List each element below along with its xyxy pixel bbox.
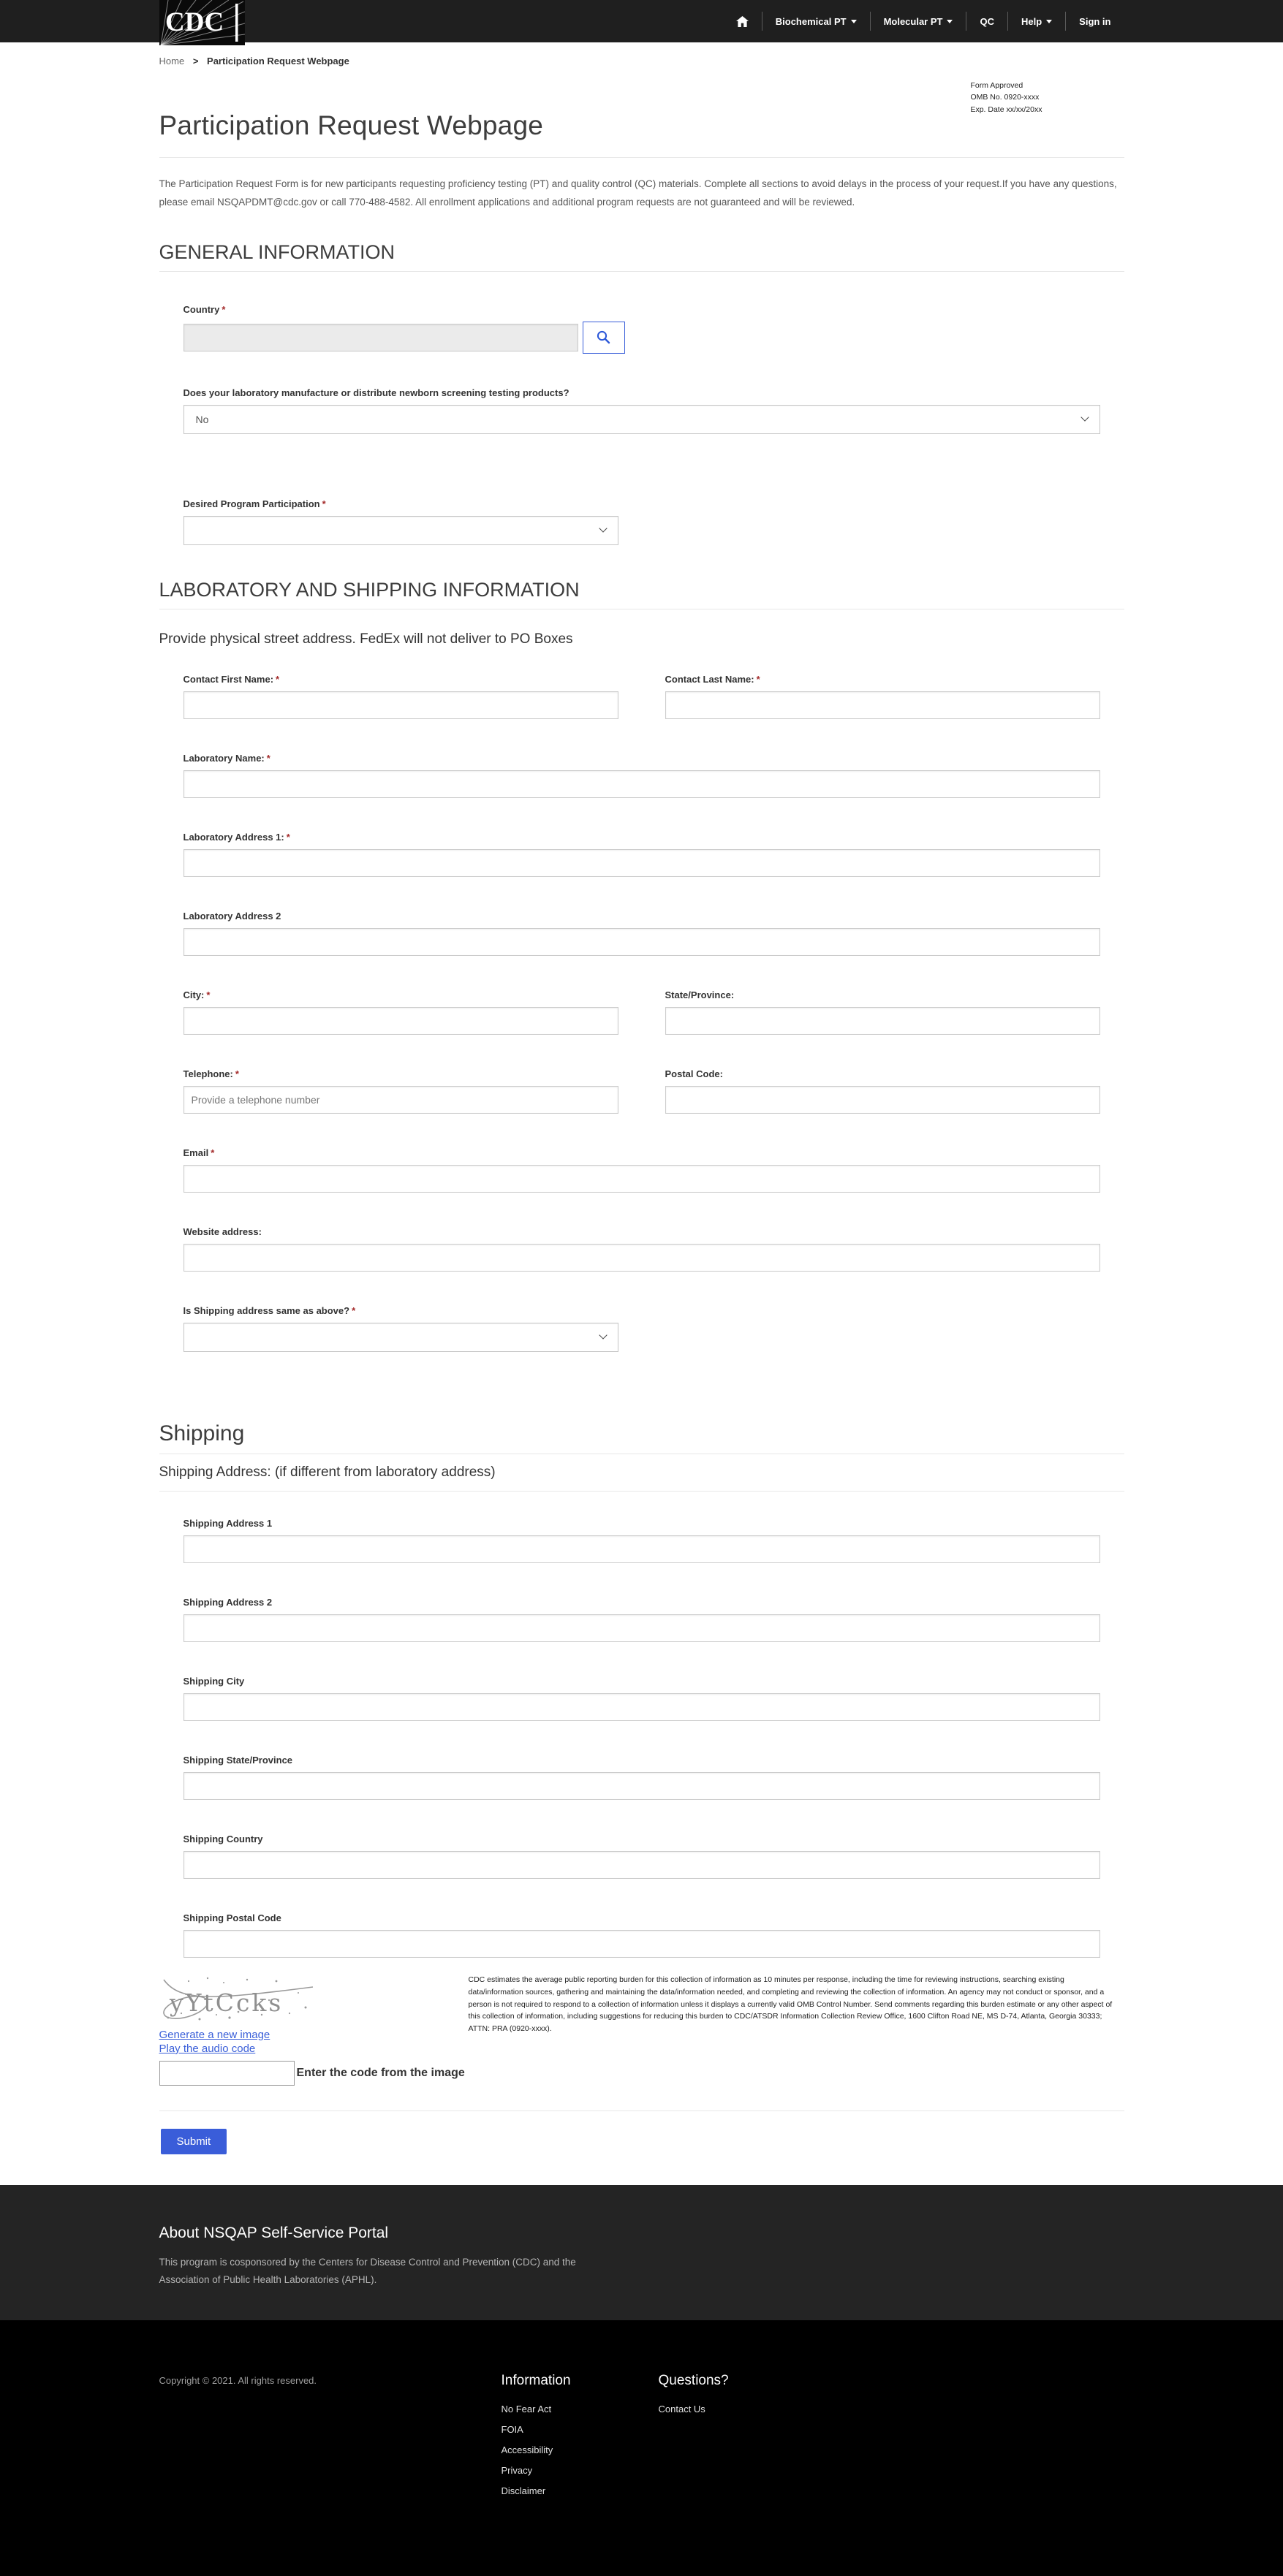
- shipping-city-input[interactable]: [183, 1693, 1100, 1721]
- contact-first-name-field-block: [183, 674, 618, 719]
- about-text: This program is cosponsored by the Centers for Disease Control and Prevention (CDC) and the Association of Public Health Laboratories (APHL).: [159, 2256, 576, 2285]
- label-text: Telephone:: [183, 1068, 233, 1079]
- label-text: Is Shipping address same as above?: [183, 1304, 350, 1316]
- program-participation-field-block: [183, 498, 1100, 545]
- laboratory-address1-input[interactable]: [183, 849, 1100, 877]
- nav-item-help[interactable]: [1008, 16, 1065, 27]
- chevron-down-icon: [599, 524, 607, 532]
- nav-item-biochemical-pt[interactable]: [762, 16, 870, 27]
- state-province-label: State/Province:: [665, 989, 735, 1000]
- shipping-postal-field-block: [183, 1912, 1100, 1958]
- shipping-address2-input[interactable]: [183, 1614, 1100, 1642]
- country-label: [183, 304, 1100, 315]
- nav-menu: [723, 12, 1124, 31]
- submit-button[interactable]: Submit: [161, 2129, 227, 2154]
- captcha-section: [159, 1971, 1124, 2086]
- footer-link-no-fear-act[interactable]: No Fear Act: [501, 2404, 552, 2415]
- required-marker: *: [756, 673, 760, 685]
- svg-text:CDC: CDC: [164, 7, 224, 37]
- captcha-image: [159, 1971, 317, 2024]
- enter-code-label: Enter the code from the image: [296, 2066, 465, 2079]
- contact-first-name-label: [183, 674, 618, 685]
- required-marker: *: [222, 303, 226, 315]
- play-audio-code-link[interactable]: Play the audio code: [159, 2042, 256, 2055]
- label-text: Email: [183, 1147, 209, 1158]
- nav-item-label: Biochemical PT: [775, 15, 847, 27]
- select-value: No: [195, 413, 209, 425]
- city-field-block: [183, 989, 618, 1035]
- newborn-products-select[interactable]: [183, 405, 1100, 434]
- website-field-block: [183, 1226, 1100, 1272]
- required-marker: *: [276, 673, 280, 685]
- footer-link-accessibility[interactable]: Accessibility: [501, 2444, 553, 2456]
- laboratory-name-input[interactable]: [183, 770, 1100, 798]
- website-label: Website address:: [183, 1226, 262, 1237]
- shipping-country-input[interactable]: [183, 1851, 1100, 1879]
- email-input[interactable]: [183, 1165, 1100, 1193]
- newborn-products-field-block: [183, 387, 1100, 434]
- breadcrumb: [159, 56, 1124, 67]
- shipping-city-label: Shipping City: [183, 1675, 245, 1687]
- telephone-field-block: [183, 1068, 618, 1114]
- chevron-down-icon: [851, 20, 857, 23]
- label-text: Contact Last Name:: [665, 673, 754, 685]
- required-marker: *: [211, 1147, 215, 1158]
- contact-last-name-label: [665, 674, 1100, 685]
- breadcrumb-home-link[interactable]: Home: [159, 56, 185, 67]
- shipping-postal-input[interactable]: [183, 1930, 1100, 1958]
- footer-link-privacy[interactable]: Privacy: [501, 2465, 533, 2477]
- submit-divider: [159, 2110, 1124, 2111]
- intro-paragraph: The Participation Request Form is for new participants requesting proficiency testing (PT) and quality control (QC) materials. Complete all sections to avoid delays in the process of your request.If you have any questions, please email NSQAPDMT@cdc.gov or call 770-488-4582. All enrollment applications and additional program requests are not guaranteed and will be reviewed.: [159, 178, 1117, 208]
- chevron-down-icon: [599, 1331, 607, 1339]
- nav-item-molecular-pt[interactable]: [871, 16, 966, 27]
- cdc-logo[interactable]: [159, 0, 245, 45]
- postal-code-field-block: [665, 1068, 1100, 1114]
- page-title: Participation Request Webpage: [159, 110, 543, 140]
- shipping-state-field-block: [183, 1755, 1100, 1800]
- form-approved-line: Form Approved: [970, 81, 1023, 90]
- nav-item-label: QC: [980, 15, 994, 27]
- contact-last-name-input[interactable]: [665, 691, 1100, 719]
- country-input: [183, 324, 578, 352]
- breadcrumb-separator: >: [192, 56, 199, 67]
- captcha-text: yYtCcks: [169, 1988, 283, 2017]
- search-icon: [597, 330, 610, 344]
- website-input[interactable]: [183, 1244, 1100, 1272]
- label-text: Country: [183, 303, 220, 315]
- laboratory-address2-input[interactable]: [183, 928, 1100, 956]
- postal-code-input[interactable]: [665, 1086, 1100, 1114]
- required-marker: *: [286, 831, 290, 843]
- breadcrumb-current: Participation Request Webpage: [207, 56, 349, 67]
- shipping-country-label: Shipping Country: [183, 1833, 263, 1844]
- nav-item-label: Help: [1021, 15, 1042, 27]
- required-marker: *: [206, 989, 211, 1000]
- street-address-note: Provide physical street address. FedEx will not deliver to PO Boxes: [159, 631, 573, 647]
- shipping-postal-label: Shipping Postal Code: [183, 1912, 281, 1923]
- footer-link-foia[interactable]: FOIA: [501, 2424, 523, 2436]
- required-marker: *: [266, 752, 270, 764]
- shipping-address2-label: Shipping Address 2: [183, 1596, 273, 1608]
- burden-statement: CDC estimates the average public reporting burden for this collection of information as 10 minutes per response, including the time for reviewing instructions, searching existing data/information sources, gathering and maintaining the data/information needed, and completing and reviewing the collection of information. An agency may not conduct or sponsor, and a person is not required to respond to a collection of information unless it displays a currently valid OMB Control Number. Send comments regarding this burden estimate or any other aspect of this collection of information, including suggestions for reducing this burden to CDC/ATSDR Information Collection Review Office, 1600 Clifton Road NE, MS D-74, Atlanta, Georgia 30333; ATTN: PRA (0920-xxxx).: [468, 1975, 1113, 2034]
- required-marker: *: [322, 498, 326, 509]
- postal-code-label: Postal Code:: [665, 1068, 723, 1079]
- home-nav-button[interactable]: [723, 16, 762, 27]
- breadcrumb-bar: [0, 42, 1283, 77]
- shipping-heading: Shipping: [159, 1421, 1124, 1454]
- program-participation-select[interactable]: [183, 516, 618, 545]
- required-marker: *: [235, 1068, 239, 1079]
- program-participation-label: [183, 498, 1100, 509]
- label-text: Laboratory Name:: [183, 752, 265, 764]
- shipping-address1-input[interactable]: [183, 1535, 1100, 1563]
- captcha-code-input[interactable]: [159, 2061, 295, 2086]
- shipping-same-select[interactable]: [183, 1323, 618, 1352]
- email-field-block: [183, 1147, 1100, 1193]
- shipping-address-note: Shipping Address: (if different from laboratory address): [159, 1464, 1124, 1492]
- chevron-down-icon: [1080, 413, 1089, 421]
- state-province-field-block: [665, 989, 1100, 1035]
- city-label: [183, 989, 618, 1000]
- shipping-state-input[interactable]: [183, 1772, 1100, 1800]
- nav-item-label: Sign in: [1079, 15, 1111, 27]
- chevron-down-icon: [1046, 20, 1052, 23]
- label-text: Desired Program Participation: [183, 498, 320, 509]
- about-heading: About NSQAP Self-Service Portal: [159, 2224, 389, 2241]
- telephone-input[interactable]: [183, 1086, 618, 1114]
- nav-item-label: Molecular PT: [883, 15, 943, 27]
- contact-us-link[interactable]: Contact Us: [658, 2404, 705, 2415]
- laboratory-name-field-block: [183, 753, 1100, 798]
- country-search-button[interactable]: [583, 322, 625, 354]
- label-text: City:: [183, 989, 205, 1000]
- shipping-state-label: Shipping State/Province: [183, 1754, 293, 1766]
- contact-first-name-input[interactable]: [183, 691, 618, 719]
- cdc-logo-image: [159, 0, 245, 45]
- laboratory-address1-field-block: [183, 832, 1100, 877]
- bottom-footer: [0, 2320, 1283, 2576]
- shipping-city-field-block: [183, 1676, 1100, 1721]
- footer-link-disclaimer[interactable]: Disclaimer: [501, 2485, 546, 2497]
- email-label: [183, 1147, 1100, 1158]
- generate-new-image-link[interactable]: Generate a new image: [159, 2028, 270, 2041]
- about-footer: [0, 2185, 1283, 2320]
- shipping-address1-label: Shipping Address 1: [183, 1517, 273, 1529]
- country-field-block: [183, 304, 1100, 354]
- state-province-input[interactable]: [665, 1007, 1100, 1035]
- information-heading: Information: [501, 2373, 571, 2389]
- omb-exp-date: Exp. Date xx/xx/20xx: [970, 105, 1042, 114]
- general-information-heading: GENERAL INFORMATION: [159, 241, 1124, 272]
- form-approved-note: [970, 80, 1042, 115]
- shipping-same-label: [183, 1305, 1100, 1316]
- shipping-address1-field-block: [183, 1518, 1100, 1563]
- laboratory-name-label: [183, 753, 1100, 764]
- city-input[interactable]: [183, 1007, 618, 1035]
- laboratory-address2-label: Laboratory Address 2: [183, 910, 281, 922]
- home-icon: [736, 16, 749, 27]
- shipping-same-field-block: [183, 1305, 1100, 1352]
- sign-in-button[interactable]: [1066, 16, 1124, 27]
- laboratory-shipping-heading: LABORATORY AND SHIPPING INFORMATION: [159, 579, 1124, 609]
- copyright-text: Copyright © 2021. All rights reserved.: [159, 2375, 317, 2387]
- main-content: [159, 77, 1124, 2185]
- laboratory-address2-field-block: [183, 911, 1100, 956]
- nav-item-qc[interactable]: [966, 16, 1007, 27]
- laboratory-address1-label: [183, 832, 1100, 843]
- newborn-products-label: Does your laboratory manufacture or distribute newborn screening testing products?: [183, 387, 569, 398]
- questions-heading: Questions?: [658, 2373, 729, 2389]
- telephone-label: [183, 1068, 618, 1079]
- omb-number: OMB No. 0920-xxxx: [970, 93, 1040, 102]
- required-marker: *: [352, 1304, 356, 1316]
- label-text: Contact First Name:: [183, 673, 274, 685]
- title-divider: [159, 157, 1124, 158]
- contact-last-name-field-block: [665, 674, 1100, 719]
- label-text: Laboratory Address 1:: [183, 831, 284, 843]
- shipping-country-field-block: [183, 1834, 1100, 1879]
- top-navigation: [0, 0, 1283, 42]
- chevron-down-icon: [947, 20, 953, 23]
- shipping-address2-field-block: [183, 1597, 1100, 1642]
